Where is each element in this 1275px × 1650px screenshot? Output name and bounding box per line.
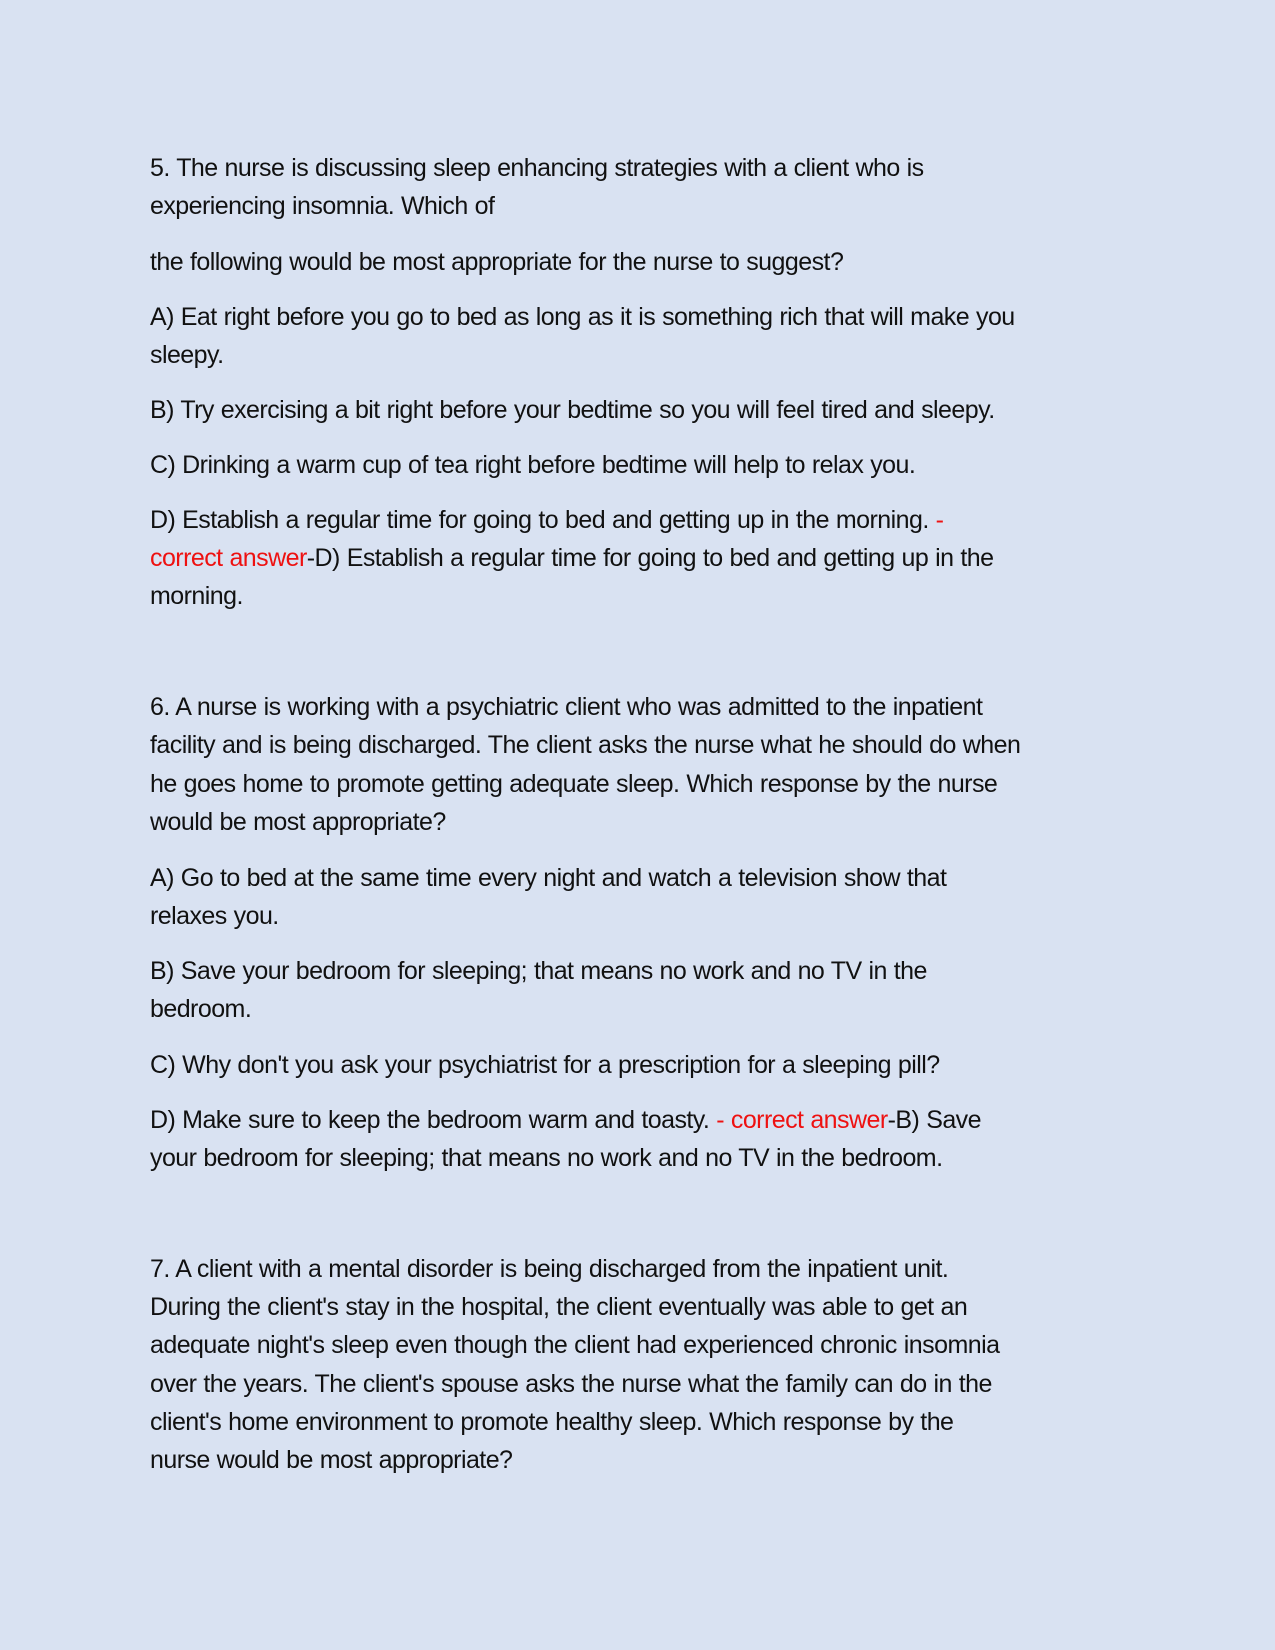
correct-answer-label: correct answer bbox=[150, 544, 307, 572]
option-a: A) Go to bed at the same time every night and watch a television show that bbox=[150, 864, 947, 892]
question-text-line: over the years. The client's spouse asks the nurse what the family can do in the bbox=[150, 1370, 992, 1398]
correct-answer-text: -B) Save bbox=[887, 1106, 981, 1134]
answer-line bbox=[150, 543, 994, 573]
question-text-line: experiencing insomnia. Which of bbox=[150, 192, 495, 220]
option-b: B) Save your bedroom for sleeping; that means no work and no TV in the bbox=[150, 957, 927, 985]
option-d bbox=[150, 1105, 981, 1135]
option-d-text: D) Make sure to keep the bedroom warm and toasty. bbox=[150, 1106, 717, 1134]
option-d bbox=[150, 505, 943, 535]
answer-line-cont: your bedroom for sleeping; that means no work and no TV in the bedroom. bbox=[150, 1144, 943, 1172]
option-d-text: D) Establish a regular time for going to bed and getting up in the morning. bbox=[150, 506, 936, 534]
correct-answer-text: -D) Establish a regular time for going to bed and getting up in the bbox=[306, 544, 994, 572]
question-text-line: he goes home to promote getting adequate sleep. Which response by the nurse bbox=[150, 770, 998, 798]
correct-answer-label: - correct answer bbox=[716, 1106, 888, 1134]
question-text-line: the following would be most appropriate for the nurse to suggest? bbox=[150, 248, 844, 276]
answer-marker: - bbox=[935, 506, 944, 534]
option-a-cont: sleepy. bbox=[150, 341, 224, 369]
question-text-line: nurse would be most appropriate? bbox=[150, 1446, 513, 1474]
question-text-line: adequate night's sleep even though the client had experienced chronic insomnia bbox=[150, 1331, 1000, 1359]
question-text-line: 6. A nurse is working with a psychiatric client who was admitted to the inpatient bbox=[150, 693, 983, 721]
question-text-line: 5. The nurse is discussing sleep enhancing strategies with a client who is bbox=[150, 154, 924, 182]
answer-line-cont: morning. bbox=[150, 582, 243, 610]
question-text-line: would be most appropriate? bbox=[150, 808, 446, 836]
option-c: C) Why don't you ask your psychiatrist for a prescription for a sleeping pill? bbox=[150, 1051, 940, 1079]
option-a: A) Eat right before you go to bed as long as it is something rich that will make you bbox=[150, 303, 1015, 331]
question-text-line: During the client's stay in the hospital, the client eventually was able to get an bbox=[150, 1293, 968, 1321]
question-text-line: client's home environment to promote healthy sleep. Which response by the bbox=[150, 1408, 954, 1436]
option-c: C) Drinking a warm cup of tea right before bedtime will help to relax you. bbox=[150, 451, 916, 479]
option-a-cont: relaxes you. bbox=[150, 902, 279, 930]
option-b: B) Try exercising a bit right before your bedtime so you will feel tired and sleepy. bbox=[150, 396, 995, 424]
option-b-cont: bedroom. bbox=[150, 995, 252, 1023]
question-text-line: facility and is being discharged. The client asks the nurse what he should do when bbox=[150, 731, 1021, 759]
question-text-line: 7. A client with a mental disorder is being discharged from the inpatient unit. bbox=[150, 1255, 949, 1283]
